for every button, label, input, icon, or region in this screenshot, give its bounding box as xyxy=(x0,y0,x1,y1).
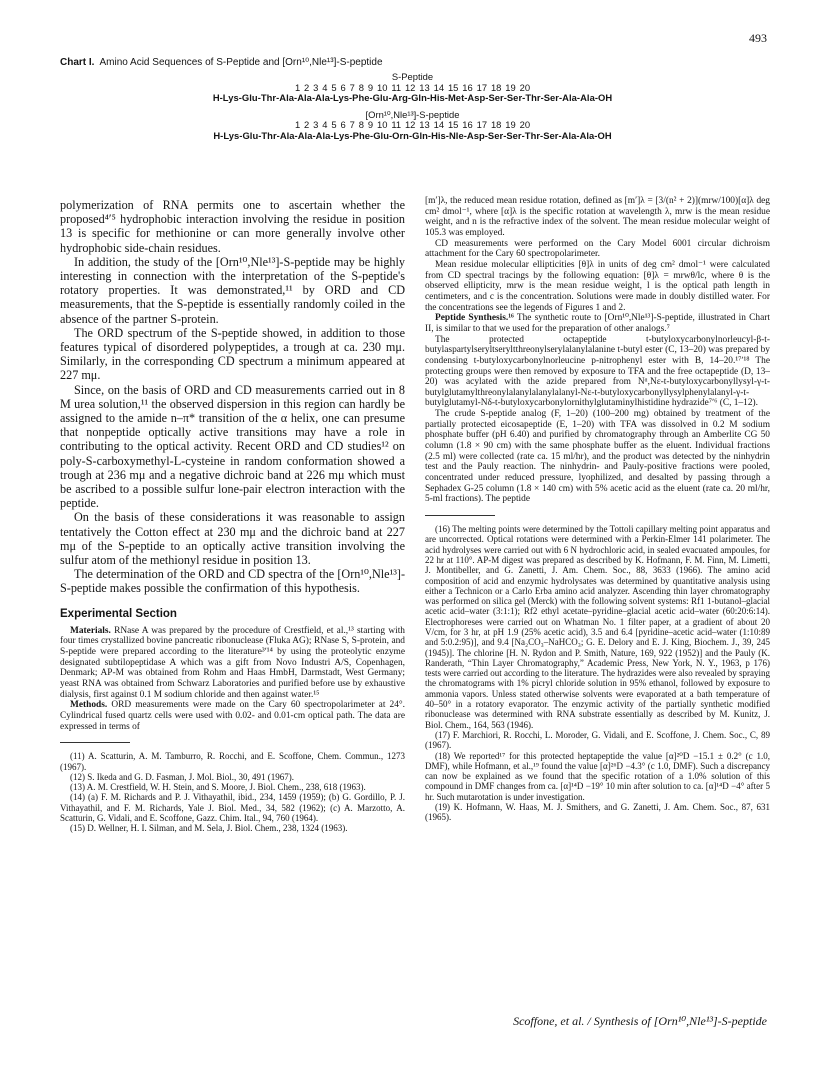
sequence-numbers: 1 2 3 4 5 6 7 8 9 10 11 12 13 14 15 16 17 18 19 20 xyxy=(294,81,531,93)
footnote-divider xyxy=(60,742,130,743)
footnotes-left xyxy=(60,751,405,833)
sequence-label: S-Peptide xyxy=(391,71,434,82)
sequence-label: [Orn¹⁰,Nle¹³]-S-peptide xyxy=(365,108,460,120)
footnote: (18) We reported¹⁷ for this protected heptapeptide the value [α]²⁰D −15.1 ± 0.2° (c 1.0, DMF), while Hofmann, et al.,¹⁹ found the value [α]²⁶D −4.3° (c 1.0, DMF). Such a discrepancy can now be explained as we found that the specific rotation of a 1.0% solution of this compound in DMF changes from ca. [α]¹⁴D −19° 10 min after solution to ca. [α]¹⁴D −4° after 5 hr. Such mutarotation is under investigation. xyxy=(425,750,770,802)
footnote: (12) S. Ikeda and G. D. Fasman, J. Mol. Biol., 30, 491 (1967). xyxy=(70,771,294,782)
footnotes-right xyxy=(425,524,770,823)
paragraph: The ORD spectrum of the S-peptide showed, in addition to those features typical of disordered polypeptides, a trough at ca. 230 mμ. Similarly, in the corresponding CD spectrum a minimum appeared at 227 mμ. xyxy=(60,325,405,383)
chart-caption xyxy=(60,57,765,68)
sequence-chain: H-Lys-Glu-Thr-Ala-Ala-Ala-Lys-Phe-Glu-Orn-Gln-His-Nle-Asp-Ser-Ser-Thr-Ser-Ala-Ala-OH xyxy=(213,129,612,141)
paragraph-text: The synthetic route to [Orn¹⁰,Nle¹³]-S-peptide, illustrated in Chart II, is similar to that we used for the preparation of other analogs.⁷ xyxy=(425,313,770,334)
paragraph: Since, on the basis of ORD and CD measurements carried out in 8 M urea solution,¹¹ the observed dispersion in this region can hardly be assigned to the amide n–π* transition of the α helix, one can presume that nonpeptide optically active transitions may have a role in contributing to the optical activity. Recent ORD and CD studies¹² on poly-S-carboxymethyl-L-cysteine in random conformation showed a trough at 236 mμ and a negative dichroic band at 226 mμ which must be ascribed to a possible sulfur lone-pair electron interaction with the peptide. xyxy=(60,382,405,511)
paragraph: The protected octapeptide t-butyloxycarbonylnorleucyl-β-t-butylaspartylseryltseryltthreonylserylalanylalanine t-butyl ester (C, 13–20) was prepared by condensing t-butyloxycarbonylnorleucine p-nitrophenyl ester with B, 14–20.¹⁷ʹ¹⁸ The protecting groups were then removed by exposure to TFA and the free octapeptide (D, 13–20) was acylated with the azide prepared from Nᵅ,Nε-t-butyloxycarbonyllysyl-γ-t-butylglutamylthreonylalanylalanylalanyl-Nε-t-butyloxycarbonyllysylphenylalanyl-γ-t-butylglutamyl-Nδ-t-butyloxycarbonylornithylglutaminylhistidine hydrazide⁷ʹ⁶ (C, 1–12). xyxy=(425,334,770,409)
chart-block xyxy=(60,57,765,142)
sequence-numbers: 1 2 3 4 5 6 7 8 9 10 11 12 13 14 15 16 17 18 19 20 xyxy=(294,119,531,131)
right-column xyxy=(425,196,770,823)
sequence-chain: H-Lys-Glu-Thr-Ala-Ala-Ala-Lys-Phe-Glu-Arg-Gln-His-Met-Asp-Ser-Ser-Thr-Ser-Ala-Ala-OH xyxy=(212,92,613,104)
run-in-heading: Peptide Synthesis.¹⁶ xyxy=(435,313,514,324)
footnote: (15) D. Wellner, H. I. Silman, and M. Sela, J. Biol. Chem., 238, 1324 (1963). xyxy=(70,823,348,834)
chart-label: Chart I. xyxy=(60,57,95,68)
paragraph: In addition, the study of the [Orn¹⁰,Nle¹³]-S-peptide may be highly interesting in connection with the interpretation of the S-peptide's rotatory properties. It was demonstrated,¹¹ by ORD and CD measurements, that the S-peptide is essentially randomly coiled in the absence of the partner S-protein. xyxy=(60,254,405,326)
left-column xyxy=(60,198,405,834)
footnote: (17) F. Marchiori, R. Rocchi, L. Moroder, G. Vidali, and E. Scoffone, J. Chem. Soc., C, 89 (1967). xyxy=(425,729,770,751)
paragraph: Mean residue molecular ellipticities [θ]λ in units of deg cm² dmol⁻¹ were calculated from CD spectral tracings by the following equation: [θ]λ = mrwθ/lc, where θ is the observed ellipticity, mrw is the mean residue weight, l is the optical path length in centimeters, and c is the concentration. Solutions were made in doubly distilled water. For the concentrations see the legends of Figures 1 and 2. xyxy=(425,259,770,313)
chart-caption-text: Amino Acid Sequences of S-Peptide and [Orn¹⁰,Nle¹³]-S-peptide xyxy=(99,57,383,68)
paragraph: polymerization of RNA permits one to ascertain whether the proposed⁴ʹ⁵ hydrophobic interaction involving the residue in position 13 is specific for methionine or can more generally involve other hydrophobic side-chain residues. xyxy=(60,198,405,255)
sequence-analog xyxy=(60,110,765,142)
paragraph: [m′]λ, the reduced mean residue rotation, defined as [m′]λ = [3/(n² + 2)](mrw/100)[α]λ deg cm² dmol⁻¹, where [α]λ is the specific rotation at wavelength λ, mrw is the mean residue weight, and n is the refractive index of the solvent. The mean residue molecular weight of 105.3 was employed. xyxy=(425,196,770,238)
page-number: 493 xyxy=(749,31,767,45)
run-in-heading: Methods. xyxy=(70,700,108,711)
running-footer: Scoffone, et al. / Synthesis of [Orn¹⁰,Nle¹³]-S-peptide xyxy=(513,1014,767,1028)
section-heading: Experimental Section xyxy=(60,607,177,620)
paragraph: The crude S-peptide analog (F, 1–20) (100–200 mg) obtained by treatment of the partially protected eicosapeptide (E, 1–20) with TFA was dissolved in 0.2 M sodium phosphate buffer (pH 6.40) and purified by chromatography through an Amberlite CG 50 column (1.8 × 90 cm) with the same phosphate buffer as the eluent. Individual fractions (2.5 ml) were collected (rate ca. 15 ml/hr), and the product was detected by the ninhydrin test and the Pauly reaction. The ninhydrin- and Pauly-positive fractions were pooled, concentrated under reduced pressure, lyophilized, and desalted by passing through a Sephadex G-25 column (1.8 × 140 cm) with 5% acetic acid as the eluent (rate ca. 20 ml/hr, 5-ml fractions). The peptide xyxy=(425,409,770,505)
paragraph-text: ORD measurements were made on the Cary 60 spectropolarimeter at 24°. Cylindrical fused quartz cells were used with 0.02- and 0.01-cm optical path. The data are expressed in terms of xyxy=(60,700,405,732)
footnote: (14) (a) F. M. Richards and P. J. Vithayathil, ibid., 234, 1459 (1959); (b) G. Gordillo, P. J. Vithayathil, and F. M. Richards, Yale J. Biol. Med., 34, 582 (1962); (c) A. Marzotto, A. Scatturin, G. Vidali, and E. Scoffone, Gazz. Chim. Ital., 94, 760 (1964). xyxy=(60,792,405,824)
materials-paragraph xyxy=(60,626,405,701)
synthesis-paragraph xyxy=(425,313,770,334)
footnote: (13) A. M. Crestfield, W. H. Stein, and S. Moore, J. Biol. Chem., 238, 618 (1963). xyxy=(70,782,366,793)
paragraph: CD measurements were performed on the Cary Model 6001 circular dichroism attachment for the Cary 60 spectropolarimeter. xyxy=(425,238,770,260)
footnote: (19) K. Hofmann, W. Haas, M. J. Smithers, and G. Zanetti, J. Am. Chem. Soc., 87, 631 (1965). xyxy=(425,802,770,823)
paragraph: On the basis of these considerations it was reasonable to assign tentatively the Cotton effect at 230 mμ and the dichroic band at 227 mμ of the S-peptide to an optically active transition involving the sulfur atom of the methionyl residue in position 13. xyxy=(60,510,405,568)
run-in-heading: Materials. xyxy=(70,625,111,636)
paragraph: The determination of the ORD and CD spectra of the [Orn¹⁰,Nle¹³]-S-peptide makes possible the confirmation of this hypothesis. xyxy=(60,567,405,596)
methods-paragraph xyxy=(60,700,405,732)
footnote: (11) A. Scatturin, A. M. Tamburro, R. Rocchi, and E. Scoffone, Chem. Commun., 1273 (1967). xyxy=(60,751,405,772)
paragraph-text: RNase A was prepared by the procedure of Crestfield, et al.,¹³ starting with four times crystallized bovine pancreatic ribonuclease (Fluka AG); RNase S, S-protein, and S-peptide were prepared according to the literature³ʹ¹⁴ by using the proteolytic enzyme designated subtilopeptidase A which was a gift from Novo Industri A/S, Copenhagen, Denmark; AP-M was obtained from Rohm and Haas HmbH, Darmstadt, West Germany; yeast RNA was obtained from Schwarz Laboratories and purified before use by exhaustive dialysis, first against 0.1 M sodium chloride and then against water.¹⁵ xyxy=(60,625,405,700)
sequence-s-peptide xyxy=(60,72,765,104)
footnote: (16) The melting points were determined by the Tottoli capillary melting point apparatus and are uncorrected. Optical rotations were determined with a Perkin-Elmer 141 polarimeter. The acid hydrolyses were carried out with 6 N hydrochloric acid, in sealed evacuated ampoules, for 22 hr at 110°. AP-M digest was prepared as described by K. Hofmann, F. M. Finn, M. Limetti, J. Montibeller, and G. Zanetti, J. Am. Chem. Soc., 88, 3633 (1966). The amino acid composition of acid and enzymic hydrolysates was determined by quantitative analysis using either a Technicon or a Carlo Erba amino acid analyzer. Ascending thin layer chromatography was performed on silica gel (Merck) with the following solvent systems: Rf1 1-butanol–glacial acetic acid–water (3:1:1); Rf2 ethyl acetate–pyridine–glacial acetic acid–water (60:20:6:14). Electrophoreses were carried out on Whatman No. 1 filter paper, at a gradient of about 20 V/cm, for 3 hr, at pH 1.9 (25% acetic acid), 3.5 and 6.4 [pyridine–acetic acid–water (1:10:89 and 5:0.2:95)], and 9.4 [Na₂CO₃–NaHCO₃; G. E. Delory and E. J. King, Biochem. J., 39, 245 (1945)]. The chlorine [H. N. Rydon and P. Smith, Nature, 169, 922 (1952)] and the Pauly (K. Randerath, “Thin Layer Chromatography,” Academic Press, New York, N. Y., 1963, p 176) tests were carried out according to the literature. The hydrazides were also revealed by spraying the chromatograms with 1% picryl chloride solution in 95% ethanol, followed by exposure to ammonia vapors. Unless stated otherwise solvents were evaporated at a bath temperature of 40–50° in a rotatory evaporator. The enzymic activity of the partially synthetic modified ribonuclease was determined with RNA substrate essentially as described by M. Kunitz, J. Biol. Chem., 164, 563 (1946). xyxy=(425,524,770,730)
footnote-divider xyxy=(425,515,495,516)
